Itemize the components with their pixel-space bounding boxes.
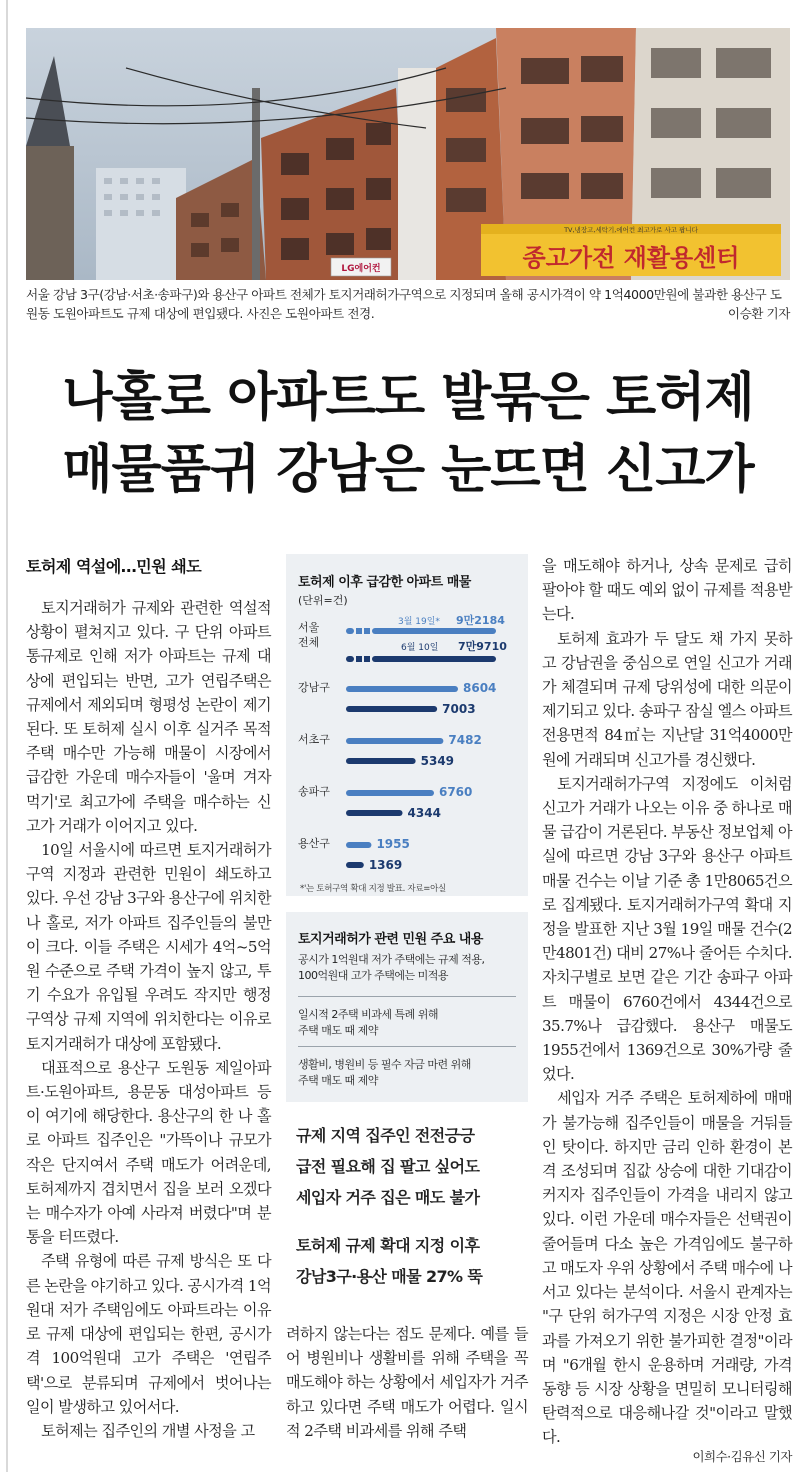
lg-sign-text: LG에어컨	[341, 264, 381, 274]
bar-after	[356, 656, 362, 662]
bar-before	[346, 738, 443, 744]
complaint-item	[298, 952, 516, 984]
bar-before	[346, 628, 354, 634]
legend-label-before: 3월 19일*	[398, 617, 440, 627]
category-label: 서울	[298, 621, 320, 634]
bar-before	[372, 628, 496, 634]
body-paragraph: 대표적으로 용산구 도원동 제일아파트·도원아파트, 용문동 대성아파트 등이 여기에 해당한다. 용산구의 한 나 홀로 아파트 집주인은 "가뜩이나 규모가 작은 단지여서 주택 매도가 어려운데, 토허제까지 겹치면서 집을 보러 오겠다는 매수자가 아예 사라져 버렸다"며 분통을 터뜨렸다.	[26, 1058, 271, 1247]
complaint-line: 공시가 1억원대 저가 주택에는 규제 적용,	[298, 953, 485, 966]
category-label: 송파구	[298, 785, 330, 798]
legend-label-after: 6월 10일	[401, 643, 439, 653]
bar-value-after: 7만9710	[458, 640, 507, 653]
article-column-1	[26, 596, 271, 1443]
bar-after	[346, 758, 416, 764]
sign-small-text: TV,냉장고,세탁기,에어컨 최고가로 사고 팝니다	[564, 226, 698, 234]
body-paragraph: 을 매도해야 하거나, 상속 문제로 급히 팔아야 할 때도 예외 없이 규제를 적용받는다.	[542, 557, 792, 624]
chart-title: 토허제 이후 급감한 아파트 매물	[298, 575, 471, 590]
headline-line-2: 매물품귀 강남은 눈뜨면 신고가	[62, 440, 754, 500]
pull-quote-line: 토허제 규제 확대 지정 이후	[296, 1236, 480, 1255]
complaint-item	[298, 1057, 516, 1089]
bar-value-before: 6760	[438, 785, 473, 799]
pull-quote-1	[296, 1120, 528, 1213]
complaint-line: 주택 매도 때 제약	[298, 1074, 378, 1087]
chart-unit: (단위=건)	[298, 594, 348, 607]
bar-after	[346, 706, 437, 712]
pull-quote-line: 강남3구·용산 매물 27% 뚝	[296, 1267, 483, 1286]
pull-quote-line: 세입자 거주 집은 매도 불가	[296, 1188, 480, 1207]
article-column-2	[286, 1322, 528, 1443]
bar-after	[364, 656, 370, 662]
bar-after	[372, 656, 496, 662]
complaint-line: 주택 매도 때 제약	[298, 1024, 378, 1037]
headline	[26, 362, 790, 506]
bar-value-after: 5349	[420, 754, 455, 768]
bar-before	[346, 790, 434, 796]
body-paragraph: 토허제는 집주인의 개별 사정을 고	[41, 1421, 255, 1440]
complaint-line: 일시적 2주택 비과세 특례 위해	[298, 1008, 438, 1021]
divider	[298, 1046, 516, 1047]
photo-credit: 이승환 기자	[727, 306, 790, 321]
photo-caption	[26, 285, 790, 323]
complaint-line: 생활비, 병원비 등 필수 자금 마련 위해	[298, 1058, 471, 1071]
body-paragraph: 토지거래허가구역 지정에도 이처럼 신고가 거래가 나오는 이유 중 하나로 매물 급감이 거론된다. 부동산 정보업체 아실에 따르면 강남 3구와 용산구 아파트 매물 건수는 이날 기준 총 1만8065건으로 집계됐다. 토지거래허가구역 확대 지정을 발표한 지난 3월 19일 매물 건수(2만4801건) 대비 27%나 줄어든 수치다. 자치구별로 보면 같은 기간 송파구 아파트 매물이 6760건에서 4344건으로 35.7%나 급감했다. 용산구 매물도 1955건에서 1369건으로 30%가량 줄었다.	[542, 774, 792, 1084]
chart-plot	[286, 554, 528, 896]
bar-before	[346, 842, 371, 848]
listing-chart	[286, 554, 528, 896]
complaints-box	[286, 912, 528, 1102]
bar-after	[346, 656, 354, 662]
column-rule	[6, 0, 8, 1472]
subheading: 토허제 역설에…민원 쇄도	[26, 557, 202, 576]
pull-quote-2	[296, 1230, 528, 1292]
article-column-3	[542, 554, 792, 1450]
chart-note: *'는 토허구역 확대 지정 발표. 자료=아실	[300, 884, 446, 894]
bar-after	[346, 810, 403, 816]
category-label: 전체	[298, 636, 320, 649]
caption-text: 서울 강남 3구(강남·서초·송파구)와 용산구 아파트 전체가 토지거래허가구역으로 지정되며 올해 공시가격이 약 1억4000만원에 불과한 용산구 도원동 도원아파트도 규제 대상에 편입됐다. 사진은 도원아파트 전경.	[26, 287, 782, 321]
category-label: 서초구	[298, 733, 330, 746]
sign-main-text: 종고가전 재활용센터	[522, 244, 740, 272]
bar-value-after: 7003	[442, 702, 476, 716]
body-paragraph: 토허제 효과가 두 달도 채 가지 못하고 강남권을 중심으로 연일 신고가 거래가 체결되며 규제 당위성에 대한 의문이 제기되고 있다. 송파구 잠실 엘스 아파트 전용면적 84㎡는 지난달 31억4000만원에 거래되며 신고가를 경신했다.	[542, 629, 792, 769]
body-paragraph: 려하지 않는다는 점도 문제다. 예를 들어 병원비나 생활비를 위해 주택을 꼭 매도해야 하는 상황에서 세입자가 거주하고 있다면 주택 매도가 어렵다. 일시적 2주택 비과세를 위해 주택	[286, 1325, 528, 1440]
category-label: 용산구	[298, 837, 330, 850]
body-paragraph: 세입자 거주 주택은 토허제하에 매매가 불가능해 집주인들이 매물을 거둬들인 탓이다. 하지만 금리 인하 환경이 본격 조성되며 집값 상승에 대한 기대감이 커지자 집주인들이 가격을 내리지 않고 있다. 이런 가운데 매수자들은 선택권이 줄어들며 다소 높은 가격임에도 불구하고 매도자 우위 상황에서 주택 매수에 나서고 있다는 분석이다. 서울시 관계자는 "구 단위 허가구역 지정은 시장 안정 효과를 가져오기 위한 불가피한 결정"이라며 "6개월 한시 운용하며 거래량, 가격 동향 등 시장 상황을 면밀히 모니터링해 탄력적으로 대응해나갈 것"이라고 말했다.	[542, 1089, 792, 1447]
bar-after	[346, 862, 364, 868]
body-paragraph: 토지거래허가 규제와 관련한 역설적 상황이 펼쳐지고 있다. 구 단위 아파트 통규제로 인해 저가 아파트는 규제 대상에 편입되는 반면, 고가 연립주택은 규제에서 제외되며 형평성 논란이 제기된다. 또 토허제 실시 이후 실거주 목적 주택 매수만 가능해 매물이 시장에서 급감한 가운데 매수자들이 '울며 겨자 먹기'로 최고가에 주택을 매수하는 신고가 거래가 이어지고 있다.	[26, 599, 271, 835]
bar-value-before: 1955	[376, 837, 410, 851]
complaints-title: 토지거래허가 관련 민원 주요 내용	[298, 932, 483, 947]
bar-value-before: 9만2184	[456, 614, 505, 627]
article-photo	[26, 28, 790, 280]
category-label: 강남구	[298, 681, 330, 694]
bar-value-after: 4344	[407, 806, 441, 820]
pull-quote-line: 규제 지역 집주인 전전긍긍	[296, 1126, 475, 1145]
bar-value-before: 8604	[463, 681, 497, 695]
complaint-line: 100억원대 고가 주택에는 미적용	[298, 969, 448, 982]
divider	[298, 996, 516, 997]
body-paragraph: 주택 유형에 따른 규제 방식은 또 다른 논란을 야기하고 있다. 공시가격 1억원대 저가 주택임에도 아파트라는 이유로 규제 대상에 편입되는 한편, 공시가격 100억원대 고가 주택은 '연립주택'으로 분류되며 규제에서 벗어나는 일이 발생하고 있어서다.	[26, 1252, 271, 1416]
bar-before	[364, 628, 370, 634]
bar-value-after: 1369	[368, 858, 403, 872]
bar-value-before: 7482	[448, 733, 482, 747]
pull-quote-line: 급전 필요해 집 팔고 싶어도	[296, 1157, 480, 1176]
byline: 이희수·김유신 기자	[692, 1449, 792, 1464]
bar-before	[346, 686, 458, 692]
bar-before	[356, 628, 362, 634]
body-paragraph: 10일 서울시에 따르면 토지거래허가구역 지정과 관련한 민원이 쇄도하고 있다. 우선 강남 3구와 용산구에 위치한 나 홀로, 저가 아파트 집주인들의 불만이 크다. 이들 주택은 시세가 4억~5억원 수준으로 주택 가격이 높지 않고, 투기 수요가 유입될 우려도 작지만 행정구역상 규제 지역에 위치한다는 이유로 토지거래허가 대상에 포함됐다.	[26, 841, 271, 1053]
headline-line-1: 나홀로 아파트도 발묶은 토허제	[62, 368, 754, 428]
complaint-item	[298, 1007, 516, 1039]
